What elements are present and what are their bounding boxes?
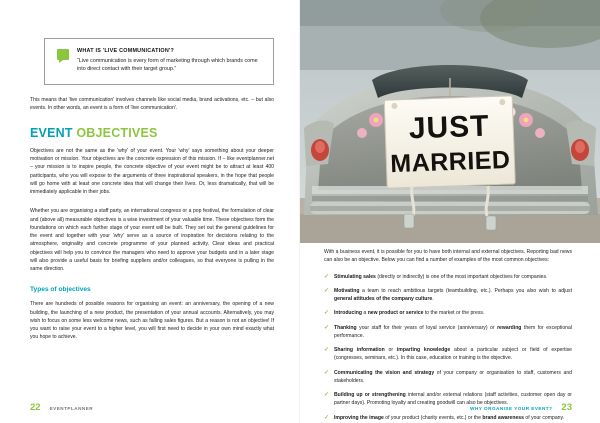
check-icon: ✓ xyxy=(324,347,330,353)
page-number-left: 22 xyxy=(30,402,41,413)
body-paragraph-3: There are hundreds of possible reasons for organising an event: an anniversary, the opening of a new building, the launching of a new product, the presentation of your annual accounts. Alternatively, you may wish to focus on some less welcome news, such as falling sales figures. But a reason is not an objective! If you want to raise your event to a higher level, you will first need to decide in your own mind exactly what you hope to achieve. xyxy=(30,301,274,341)
callout-text: “Live communication is every form of marketing through which brands come into direct contact with their target group.” xyxy=(77,58,258,73)
footer-label-left: EVENTPLANNER xyxy=(49,406,94,411)
svg-text:JUST: JUST xyxy=(408,109,491,146)
list-item: ✓ Building up or strengthening internal and/or external relations (staff activities, customer open day or partner days). Promoting loyalty and creating goodwill can also be objectives. xyxy=(324,392,573,407)
photo-illustration xyxy=(300,0,600,243)
page-title-word2: OBJECTIVES xyxy=(76,126,158,141)
callout-box xyxy=(44,38,274,85)
svg-text:MARRIED: MARRIED xyxy=(389,145,511,179)
list-item: ✓ Stimulating sales (directly or indirectly) is one of the most important objectives for companies. xyxy=(324,273,548,280)
just-married-car-photo xyxy=(300,0,600,243)
page-gutter xyxy=(299,0,300,423)
list-item: ✓ Introducing a new product or service to the market or the press. xyxy=(324,310,485,317)
footer-left xyxy=(30,402,93,413)
list-item: ✓ Thanking your staff for their years of loyal service (anniversary) or rewarding them for exceptional performance. xyxy=(324,324,572,339)
bookmark-icon xyxy=(57,49,69,60)
list-item: ✓ Sharing information or imparting knowledge about a particular subject or field of expertise (congresses, seminars, etc.). In this case, education or training is the objective. xyxy=(324,347,572,362)
page-number-right: 23 xyxy=(561,402,572,413)
check-icon: ✓ xyxy=(324,287,330,294)
check-icon: ✓ xyxy=(324,414,330,421)
body-paragraph-1: Objectives are not the same as the 'why' of your event. Your 'why' says something about your deeper motivation or mission. Your objectives are the concrete expression of this mission. If – like eventplanner.net – your mission is to inspire people, the concrete objective of your event might be to attract at least 400 participants, who you will expose to the arguments of three inspirational speakers, in the hope that people will go home with at least one concrete idea that will change their lives. Or, less dramatically, that will be immediately applicable in their jobs. xyxy=(30,147,274,195)
list-item: ✓ Communicating the vision and strategy of your company or organisation to staff, customers and stakeholders. xyxy=(324,369,572,384)
check-icon: ✓ xyxy=(324,273,330,280)
body-paragraph-2: Whether you are organising a staff party, an international congress or a pop festival, the formulation of clear and (above all) measurable objectives is a wise investment of your valuable time. These objectives form the foundations on which each further stage of your event will be built. They set out the general guidelines for the event and together with your 'why' serve as a source of inspiration for decisions relating to the atmosphere, originality and concrete programme of your planned activity. Clear ideas and practical objectives will help you to convince the managers who need to approve your budgets and in a later stage will also provide a useful basis for briefing suppliers and/or colleagues, so that everyone is pulling in the same direction. xyxy=(30,208,274,272)
check-icon: ✓ xyxy=(324,310,330,317)
footer-right xyxy=(470,402,572,413)
footer-label-right: WHY ORGANISE YOUR EVENT? xyxy=(470,406,553,411)
callout-title: WHAT IS 'LIVE COMMUNICATION'? xyxy=(77,48,175,54)
list-item: ✓ Improving the image of your product (charity events, etc.) or the brand awareness of your company. xyxy=(324,414,565,421)
callout-body xyxy=(77,48,263,74)
subsection-title: Types of objectives xyxy=(30,286,91,294)
page-title xyxy=(30,127,274,140)
page-title-word1: EVENT xyxy=(30,126,77,141)
list-item: ✓ Motivating a team to reach ambitious targets (teambuilding, etc.). Perhaps you also wish to adjust general attitudes of the company culture. xyxy=(324,287,572,302)
right-lead-paragraph: With a business event, it is possible for you to have both internal and external objectives. Reporting bad news can also be an objective. Below you can find a number of examples of the most common objectives: xyxy=(324,249,572,264)
objectives-list xyxy=(324,273,572,422)
check-icon: ✓ xyxy=(324,369,330,376)
check-icon: ✓ xyxy=(324,392,330,398)
intro-paragraph: This means that 'live communication' involves channels like social media, brand activations, etc. – but also events. In other words, an event is a form of 'live communication'. xyxy=(30,96,274,111)
check-icon: ✓ xyxy=(324,324,330,331)
